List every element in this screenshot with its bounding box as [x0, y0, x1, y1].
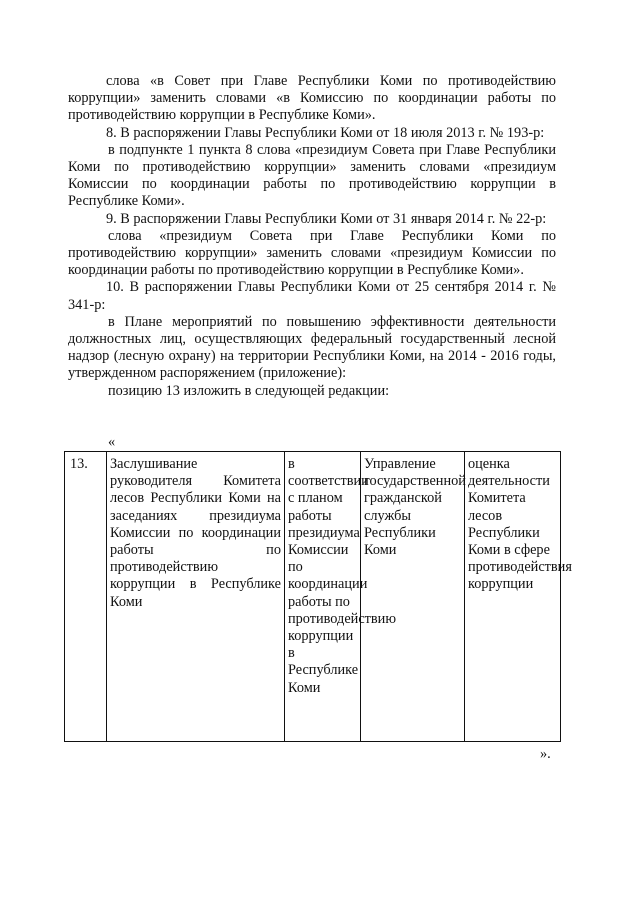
- paragraph-4: в Плане мероприятий по повышению эффективности деятельности должностных лиц, осуществляющих федеральный государственный лесной надзор (лесную охрану) на территории Республики Коми, на 2014 - 2016 годы, утвержденном распоряжением (приложение):: [68, 313, 556, 382]
- cell-result: оценка деятельности Комитета лесов Республики Коми в сфере противодействия коррупции: [465, 452, 561, 742]
- cell-event: Заслушивание руководителя Комитета лесов Республики Коми на заседаниях президиума Комиссии по координации работы по противодействию коррупции в Республике Коми: [107, 452, 285, 742]
- opening-quote: «: [108, 434, 116, 450]
- paragraph-5: позицию 13 изложить в следующей редакции:: [108, 382, 390, 399]
- cell-number: 13.: [65, 452, 107, 742]
- cell-responsible: Управление государственной гражданской службы Республики Коми: [361, 452, 465, 742]
- paragraph-item-10: 10. В распоряжении Главы Республики Коми от 25 сентября 2014 г. № 341-р:: [68, 279, 556, 313]
- paragraph-3: слова «президиум Совета при Главе Республики Коми по противодействию коррупции» заменить словами «президиум Комиссии по координации работы по противодействию коррупции в Республике Коми».: [68, 227, 556, 279]
- plan-table: [64, 451, 572, 742]
- paragraph-item-8: 8. В распоряжении Главы Республики Коми от 18 июля 2013 г. № 193-р:: [106, 124, 545, 141]
- body-text: [68, 73, 556, 400]
- table-row: [65, 452, 561, 742]
- paragraph-1: слова «в Совет при Главе Республики Коми по противодействию коррупции» заменить словами «в Комиссию по координации работы по противодействию коррупции в Республике Коми».: [68, 73, 556, 124]
- cell-term: в соответствии с планом работы президиума Комиссии по координации работы по противодействию коррупции в Республике Коми: [285, 452, 361, 742]
- paragraph-item-9: 9. В распоряжении Главы Республики Коми от 31 января 2014 г. № 22-р:: [106, 210, 547, 227]
- paragraph-2: в подпункте 1 пункта 8 слова «президиум Совета при Главе Республики Коми по противодействию коррупции» заменить словами «президиум Комиссии по координации работы по противодействию коррупции в Республике Коми».: [68, 141, 556, 210]
- closing-quote: ».: [540, 746, 551, 762]
